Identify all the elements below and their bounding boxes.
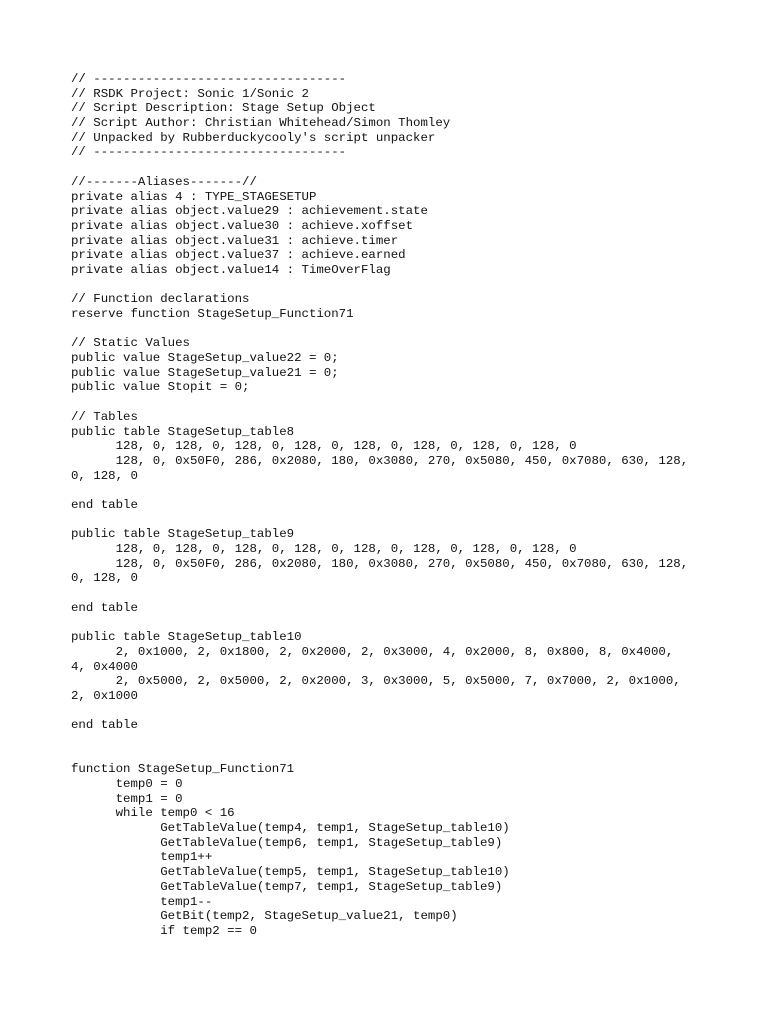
function-declarations-comment: // Function declarations bbox=[71, 292, 250, 307]
blank-line bbox=[71, 395, 731, 410]
table-row-continuation: 2, 0x1000 bbox=[71, 688, 138, 703]
code-line: GetTableValue(temp7, temp1, StageSetup_table9) bbox=[71, 879, 503, 894]
static-values-comment: // Static Values bbox=[71, 336, 190, 351]
static-value-line: public value Stopit = 0; bbox=[71, 380, 250, 395]
header-line: // Script Author: Christian Whitehead/Simon Thomley bbox=[71, 116, 451, 131]
code-line: GetTableValue(temp4, temp1, StageSetup_table10) bbox=[71, 821, 510, 836]
end-table: end table bbox=[71, 718, 138, 733]
alias-line: private alias object.value31 : achieve.timer bbox=[71, 233, 399, 248]
table8-block bbox=[71, 410, 731, 513]
blank-line bbox=[71, 586, 731, 601]
blank-line bbox=[71, 748, 731, 763]
table9-block bbox=[71, 527, 731, 615]
code-line: GetTableValue(temp5, temp1, StageSetup_table10) bbox=[71, 865, 510, 880]
function-declaration-line: reserve function StageSetup_Function71 bbox=[71, 307, 354, 321]
table-row-continuation: 0, 128, 0 bbox=[71, 571, 138, 586]
table-row-continuation: 0, 128, 0 bbox=[71, 468, 138, 483]
code-line: temp0 = 0 bbox=[71, 777, 183, 791]
tables-comment: // Tables bbox=[71, 409, 138, 424]
alias-line: private alias 4 : TYPE_STAGESETUP bbox=[71, 189, 317, 204]
table10-block bbox=[71, 630, 731, 733]
header-line: // RSDK Project: Sonic 1/Sonic 2 bbox=[71, 86, 309, 101]
blank-line bbox=[71, 278, 731, 293]
static-values-block bbox=[71, 336, 731, 395]
table-row: 128, 0, 128, 0, 128, 0, 128, 0, 128, 0, 128, 0, 128, 0, 128, 0 bbox=[71, 439, 577, 454]
blank-line bbox=[71, 160, 731, 175]
code-line: temp1-- bbox=[71, 894, 213, 909]
table-declaration: public table StageSetup_table9 bbox=[71, 527, 295, 542]
code-line: temp1 = 0 bbox=[71, 791, 183, 806]
blank-line bbox=[71, 483, 731, 498]
code-line: temp1++ bbox=[71, 850, 213, 865]
function-declarations-block bbox=[71, 292, 731, 321]
table-row: 128, 0, 0x50F0, 286, 0x2080, 180, 0x3080, 270, 0x5080, 450, 0x7080, 630, 128, bbox=[71, 556, 689, 571]
header-comment-block bbox=[71, 72, 731, 160]
header-line: // ---------------------------------- bbox=[71, 72, 347, 86]
table-row: 128, 0, 128, 0, 128, 0, 128, 0, 128, 0, 128, 0, 128, 0, 128, 0 bbox=[71, 542, 577, 556]
blank-line bbox=[71, 733, 731, 748]
header-line: // ---------------------------------- bbox=[71, 145, 347, 160]
blank-line bbox=[71, 704, 731, 719]
table-declaration: public table StageSetup_table8 bbox=[71, 424, 295, 439]
function-body-block bbox=[71, 762, 731, 938]
end-table: end table bbox=[71, 600, 138, 615]
table-row: 128, 0, 0x50F0, 286, 0x2080, 180, 0x3080, 270, 0x5080, 450, 0x7080, 630, 128, bbox=[71, 453, 689, 468]
alias-line: private alias object.value14 : TimeOverFlag bbox=[71, 262, 391, 277]
code-line: if temp2 == 0 bbox=[71, 923, 257, 938]
blank-line bbox=[71, 322, 731, 337]
blank-line bbox=[71, 513, 731, 528]
function-signature: function StageSetup_Function71 bbox=[71, 762, 295, 777]
table-row-continuation: 4, 0x4000 bbox=[71, 659, 138, 674]
static-value-line: public value StageSetup_value21 = 0; bbox=[71, 365, 339, 380]
code-line: while temp0 < 16 bbox=[71, 806, 235, 821]
table-row: 2, 0x1000, 2, 0x1800, 2, 0x2000, 2, 0x3000, 4, 0x2000, 8, 0x800, 8, 0x4000, bbox=[71, 644, 674, 659]
aliases-block bbox=[71, 175, 731, 278]
code-line: GetBit(temp2, StageSetup_value21, temp0) bbox=[71, 909, 458, 924]
code-line: GetTableValue(temp6, temp1, StageSetup_table9) bbox=[71, 835, 503, 850]
script-document bbox=[71, 72, 731, 939]
alias-line: private alias object.value37 : achieve.earned bbox=[71, 248, 406, 263]
static-value-line: public value StageSetup_value22 = 0; bbox=[71, 351, 339, 366]
header-line: // Script Description: Stage Setup Object bbox=[71, 101, 376, 116]
alias-line: private alias object.value30 : achieve.xoffset bbox=[71, 218, 414, 233]
aliases-heading: //-------Aliases-------// bbox=[71, 174, 257, 189]
alias-line: private alias object.value29 : achievement.state bbox=[71, 204, 428, 219]
table-declaration: public table StageSetup_table10 bbox=[71, 630, 302, 645]
blank-line bbox=[71, 615, 731, 630]
table-row: 2, 0x5000, 2, 0x5000, 2, 0x2000, 3, 0x3000, 5, 0x5000, 7, 0x7000, 2, 0x1000, bbox=[71, 674, 681, 689]
end-table: end table bbox=[71, 497, 138, 512]
header-line: // Unpacked by Rubberduckycooly's script unpacker bbox=[71, 130, 436, 145]
